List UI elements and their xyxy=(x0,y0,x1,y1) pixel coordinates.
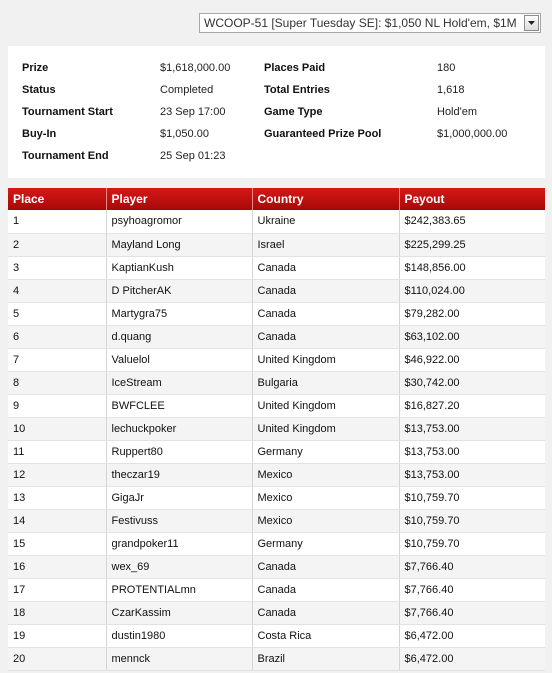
player-cell: PROTENTIALmn xyxy=(106,578,252,601)
dropdown-button[interactable] xyxy=(524,15,539,31)
tournament-info-panel xyxy=(8,46,545,178)
player-cell: lechuckpoker xyxy=(106,417,252,440)
payout-cell: $10,759.70 xyxy=(399,532,545,555)
place-cell: 19 xyxy=(8,624,106,647)
payout-cell: $7,766.40 xyxy=(399,601,545,624)
buy-in-value: $1,050.00 xyxy=(160,128,209,140)
payout-cell: $10,759.70 xyxy=(399,509,545,532)
payout-cell: $110,024.00 xyxy=(399,279,545,302)
results-table xyxy=(8,188,545,671)
game-type-value: Hold'em xyxy=(437,106,478,118)
top-bar xyxy=(0,0,552,40)
table-row[interactable] xyxy=(8,371,545,394)
player-cell: Martygra75 xyxy=(106,302,252,325)
place-cell: 15 xyxy=(8,532,106,555)
place-cell: 12 xyxy=(8,463,106,486)
tournament-select-value: WCOOP-51 [Super Tuesday SE]: $1,050 NL Hold'em, $1M xyxy=(204,16,517,30)
payout-cell: $13,753.00 xyxy=(399,440,545,463)
table-row[interactable] xyxy=(8,647,545,670)
country-cell: Mexico xyxy=(252,486,399,509)
buy-in-label: Buy-In xyxy=(22,128,57,140)
column-header-place[interactable]: Place xyxy=(8,188,106,210)
table-row[interactable] xyxy=(8,601,545,624)
player-cell: CzarKassim xyxy=(106,601,252,624)
place-cell: 16 xyxy=(8,555,106,578)
table-row[interactable] xyxy=(8,486,545,509)
results-body xyxy=(8,210,545,670)
info-row xyxy=(8,147,545,165)
player-cell: Ruppert80 xyxy=(106,440,252,463)
info-row xyxy=(8,103,545,121)
table-row[interactable] xyxy=(8,463,545,486)
player-cell: Mayland Long xyxy=(106,233,252,256)
info-row xyxy=(8,125,545,143)
table-row[interactable] xyxy=(8,440,545,463)
payout-cell: $30,742.00 xyxy=(399,371,545,394)
table-row[interactable] xyxy=(8,624,545,647)
place-cell: 9 xyxy=(8,394,106,417)
payout-cell: $16,827.20 xyxy=(399,394,545,417)
payout-cell: $6,472.00 xyxy=(399,647,545,670)
tournament-end-value: 25 Sep 01:23 xyxy=(160,150,226,162)
payout-cell: $7,766.40 xyxy=(399,555,545,578)
country-cell: Israel xyxy=(252,233,399,256)
tournament-end-label: Tournament End xyxy=(22,150,109,162)
table-row[interactable] xyxy=(8,210,545,233)
country-cell: Brazil xyxy=(252,647,399,670)
country-cell: Canada xyxy=(252,601,399,624)
country-cell: Canada xyxy=(252,325,399,348)
player-cell: dustin1980 xyxy=(106,624,252,647)
country-cell: Germany xyxy=(252,440,399,463)
country-cell: Ukraine xyxy=(252,210,399,233)
table-row[interactable] xyxy=(8,302,545,325)
prize-label: Prize xyxy=(22,62,49,74)
table-row[interactable] xyxy=(8,348,545,371)
payout-cell: $7,766.40 xyxy=(399,578,545,601)
player-cell: BWFCLEE xyxy=(106,394,252,417)
payout-cell: $225,299.25 xyxy=(399,233,545,256)
country-cell: Canada xyxy=(252,256,399,279)
player-cell: theczar19 xyxy=(106,463,252,486)
place-cell: 5 xyxy=(8,302,106,325)
table-row[interactable] xyxy=(8,256,545,279)
table-header-row xyxy=(8,188,545,210)
player-cell: psyhoagromor xyxy=(106,210,252,233)
payout-cell: $6,472.00 xyxy=(399,624,545,647)
place-cell: 20 xyxy=(8,647,106,670)
player-cell: KaptianKush xyxy=(106,256,252,279)
place-cell: 8 xyxy=(8,371,106,394)
payout-cell: $242,383.65 xyxy=(399,210,545,233)
tournament-start-label: Tournament Start xyxy=(22,106,113,118)
column-header-payout[interactable]: Payout xyxy=(399,188,545,210)
place-cell: 13 xyxy=(8,486,106,509)
country-cell: Canada xyxy=(252,279,399,302)
payout-cell: $63,102.00 xyxy=(399,325,545,348)
country-cell: Germany xyxy=(252,532,399,555)
player-cell: D PitcherAK xyxy=(106,279,252,302)
total-entries-label: Total Entries xyxy=(264,84,330,96)
table-row[interactable] xyxy=(8,509,545,532)
table-row[interactable] xyxy=(8,417,545,440)
place-cell: 3 xyxy=(8,256,106,279)
place-cell: 7 xyxy=(8,348,106,371)
payout-cell: $79,282.00 xyxy=(399,302,545,325)
table-row[interactable] xyxy=(8,233,545,256)
payout-cell: $13,753.00 xyxy=(399,463,545,486)
table-row[interactable] xyxy=(8,578,545,601)
place-cell: 1 xyxy=(8,210,106,233)
place-cell: 14 xyxy=(8,509,106,532)
place-cell: 11 xyxy=(8,440,106,463)
player-cell: grandpoker11 xyxy=(106,532,252,555)
table-row[interactable] xyxy=(8,325,545,348)
player-cell: wex_69 xyxy=(106,555,252,578)
payout-cell: $13,753.00 xyxy=(399,417,545,440)
country-cell: Canada xyxy=(252,555,399,578)
player-cell: mennck xyxy=(106,647,252,670)
country-cell: Canada xyxy=(252,578,399,601)
chevron-down-icon xyxy=(528,21,535,25)
column-header-player[interactable]: Player xyxy=(106,188,252,210)
country-cell: Mexico xyxy=(252,463,399,486)
country-cell: United Kingdom xyxy=(252,348,399,371)
places-paid-value: 180 xyxy=(437,62,456,74)
place-cell: 17 xyxy=(8,578,106,601)
status-value: Completed xyxy=(160,84,214,96)
status-label: Status xyxy=(22,84,56,96)
place-cell: 4 xyxy=(8,279,106,302)
table-row[interactable] xyxy=(8,394,545,417)
player-cell: d.quang xyxy=(106,325,252,348)
total-entries-value: 1,618 xyxy=(437,84,465,96)
places-paid-label: Places Paid xyxy=(264,62,326,74)
guaranteed-prize-pool-value: $1,000,000.00 xyxy=(437,128,508,140)
place-cell: 2 xyxy=(8,233,106,256)
country-cell: Bulgaria xyxy=(252,371,399,394)
table-row[interactable] xyxy=(8,279,545,302)
country-cell: Canada xyxy=(252,302,399,325)
payout-cell: $10,759.70 xyxy=(399,486,545,509)
game-type-label: Game Type xyxy=(264,106,323,118)
country-cell: Costa Rica xyxy=(252,624,399,647)
payout-cell: $148,856.00 xyxy=(399,256,545,279)
payout-cell: $46,922.00 xyxy=(399,348,545,371)
country-cell: United Kingdom xyxy=(252,417,399,440)
country-cell: Mexico xyxy=(252,509,399,532)
table-row[interactable] xyxy=(8,532,545,555)
player-cell: IceStream xyxy=(106,371,252,394)
table-row[interactable] xyxy=(8,555,545,578)
player-cell: GigaJr xyxy=(106,486,252,509)
country-cell: United Kingdom xyxy=(252,394,399,417)
player-cell: Valuelol xyxy=(106,348,252,371)
column-header-country[interactable]: Country xyxy=(252,188,399,210)
place-cell: 6 xyxy=(8,325,106,348)
place-cell: 10 xyxy=(8,417,106,440)
info-row xyxy=(8,81,545,99)
player-cell: Festivuss xyxy=(106,509,252,532)
prize-value: $1,618,000.00 xyxy=(160,62,231,74)
guaranteed-prize-pool-label: Guaranteed Prize Pool xyxy=(264,128,382,140)
place-cell: 18 xyxy=(8,601,106,624)
tournament-select[interactable] xyxy=(199,13,541,33)
tournament-start-value: 23 Sep 17:00 xyxy=(160,106,226,118)
info-row xyxy=(8,59,545,77)
